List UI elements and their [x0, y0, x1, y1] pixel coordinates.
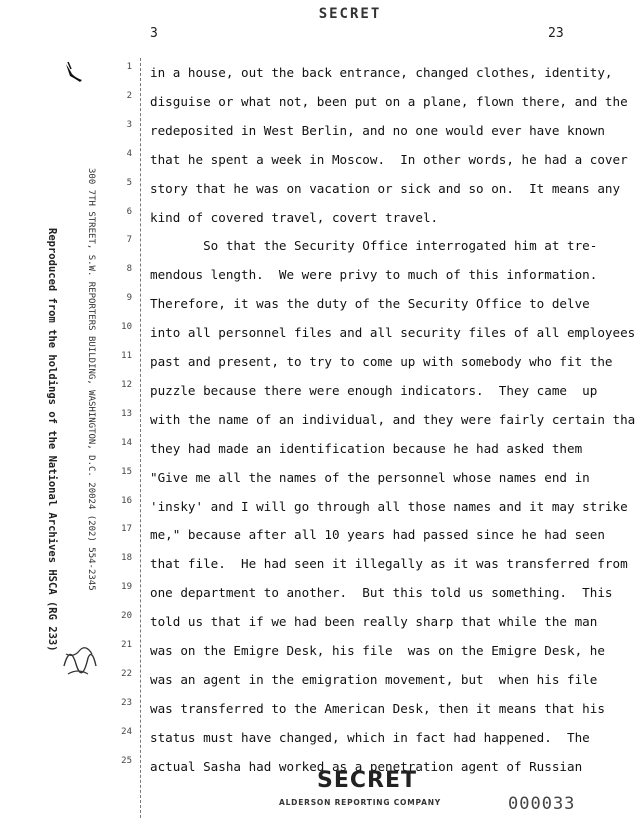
line-number: 7 [126, 235, 132, 246]
transcript-line: actual Sasha had worked as a penetration agent of Russian [150, 758, 583, 774]
transcript-line: me," because after all 10 years had passed since he had seen [150, 527, 605, 543]
line-number: 10 [121, 322, 132, 333]
line-number: 3 [126, 119, 132, 130]
transcript-line: 'insky' and I will go through all those names and it may strike [150, 498, 628, 514]
transcript-line: past and present, to try to come up with somebody who fit the [150, 354, 613, 369]
left-margin-rule [140, 58, 141, 818]
line-number: 22 [121, 668, 132, 679]
handwritten-scribble-icon [58, 636, 102, 680]
page-number-left: 3 [150, 26, 158, 41]
line-number: 6 [126, 206, 132, 217]
line-number: 12 [121, 379, 132, 390]
line-number: 5 [126, 177, 132, 188]
transcript-line: was transferred to the American Desk, then it means that his [150, 700, 605, 716]
transcript-line: mendous length. We were privy to much of this information. [150, 267, 598, 283]
transcript-line: puzzle because there were enough indicators. They came up [150, 382, 598, 398]
page-number-right: 23 [548, 26, 564, 41]
transcript-line: they had made an identification because he had asked them [150, 440, 583, 456]
line-number: 1 [126, 62, 132, 72]
line-number: 8 [126, 264, 132, 275]
line-number: 20 [121, 611, 132, 622]
line-number: 9 [126, 293, 132, 304]
transcript-line: kind of covered travel, covert travel. [150, 209, 439, 225]
line-number: 16 [121, 495, 132, 506]
transcript-line: So that the Security Office interrogated him at tre- [150, 238, 598, 254]
line-number: 21 [121, 640, 132, 650]
line-number: 17 [121, 524, 132, 535]
line-number: 13 [121, 408, 132, 419]
transcript-line: was an agent in the emigration movement, but when his file [150, 671, 598, 687]
transcript-line: that he spent a week in Moscow. In other words, he had a cover [150, 151, 628, 167]
line-number: 15 [121, 466, 132, 477]
line-number: 18 [121, 553, 132, 564]
transcript-line: told us that if we had been really sharp that while the man [150, 614, 598, 630]
transcript-line: that file. He had seen it illegally as it was transferred from [150, 556, 628, 572]
footer-classification-stamp: SECRET [317, 768, 417, 793]
transcript-line: was on the Emigre Desk, his file was on the Emigre Desk, he [150, 643, 605, 658]
transcript-line: disguise or what not, been put on a plane, flown there, and the [150, 93, 628, 109]
line-number: 14 [121, 437, 132, 448]
line-number: 2 [126, 90, 132, 101]
line-number: 11 [121, 351, 132, 361]
transcript-line: with the name of an individual, and they were fairly certain tha [150, 411, 636, 427]
line-number: 23 [121, 697, 132, 708]
archives-reproduction-notice: Reproduced from the holdings of the National Archives HSCA (RG 233) [46, 228, 58, 652]
ink-mark-icon [62, 60, 86, 84]
transcript-line: status must have changed, which in fact had happened. The [150, 729, 590, 745]
transcript-line: in a house, out the back entrance, changed clothes, identity, [150, 65, 613, 80]
reporting-company: ALDERSON REPORTING COMPANY [279, 798, 441, 807]
transcript-line: story that he was on vacation or sick and so on. It means any [150, 180, 621, 196]
transcript-line: into all personnel files and all security files of all employees [150, 325, 636, 341]
transcript-line: redeposited in West Berlin, and no one would ever have known [150, 122, 605, 138]
transcript-line: one department to another. But this told us something. This [150, 585, 613, 601]
document-number: 000033 [508, 794, 576, 814]
line-number: 24 [121, 726, 132, 737]
transcript-line: "Give me all the names of the personnel whose names end in [150, 469, 590, 485]
top-classification-stamp: SECRET [318, 6, 382, 22]
transcript-line: Therefore, it was the duty of the Security Office to delve [150, 296, 590, 312]
line-number: 19 [121, 582, 132, 593]
reporter-address-stamp: 300 7TH STREET, S.W. REPORTERS BUILDING, WASHINGTON, D.C. 20024 (202) 554-2345 [86, 168, 96, 591]
line-number: 4 [126, 148, 132, 159]
line-number: 25 [121, 755, 132, 766]
